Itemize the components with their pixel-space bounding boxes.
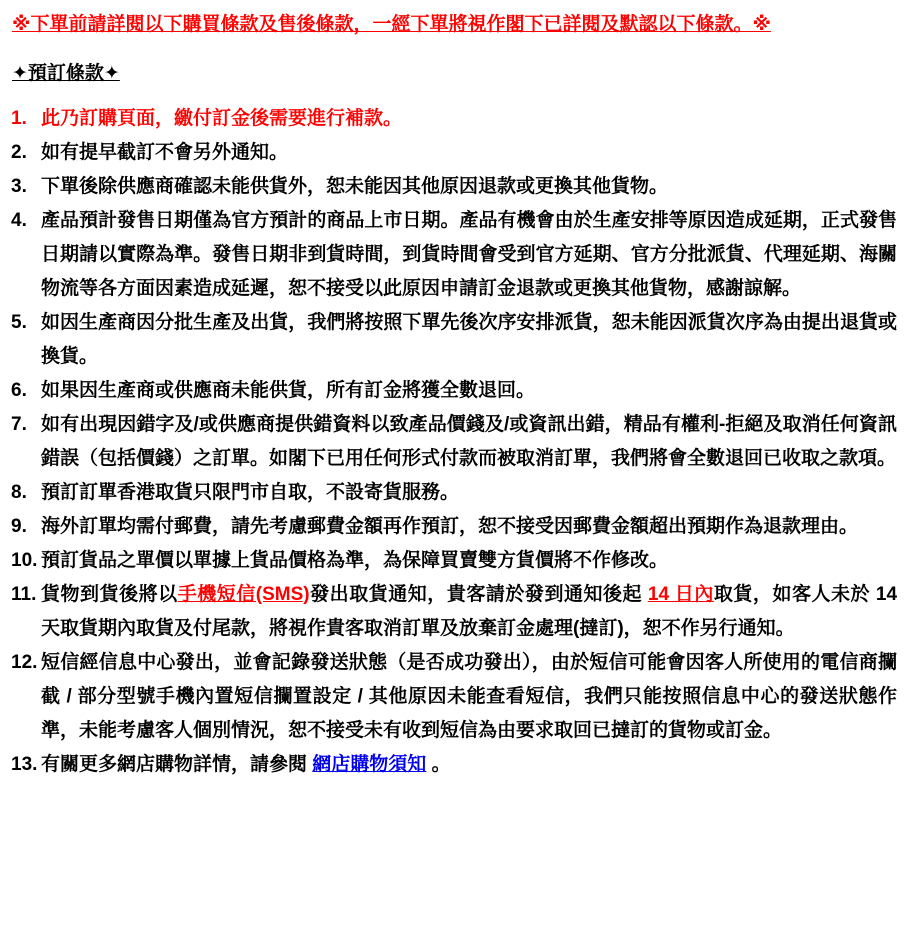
term-item-6 bbox=[10, 374, 897, 408]
term-text bbox=[41, 306, 897, 374]
term-text bbox=[41, 102, 897, 136]
term-number: 7. bbox=[11, 414, 27, 435]
term-text bbox=[41, 204, 897, 306]
text-segment: 短信經信息中心發出，並會記錄發送狀態（是否成功發出），由於短信可能會因客人所使用的電信商攔截 / 部分型號手機內置短信攔置設定 / 其他原因未能查看短信，我們只能按照信息中心的發送狀態作準，未能考慮客人個別情況，恕不接受未有收到短信為由要求取回已撻訂的貨物或訂金。 bbox=[41, 652, 897, 741]
term-text bbox=[41, 510, 897, 544]
term-number: 6. bbox=[11, 380, 27, 401]
preorder-terms-list bbox=[10, 102, 897, 782]
term-item-12 bbox=[10, 646, 897, 748]
term-number: 4. bbox=[11, 210, 27, 231]
term-item-5 bbox=[10, 306, 897, 374]
term-number: 9. bbox=[11, 516, 27, 537]
term-text bbox=[41, 646, 897, 748]
text-segment: 貨物到貨後將以 bbox=[41, 584, 178, 605]
term-text bbox=[41, 408, 897, 476]
text-segment: 發出取貨通知，貴客請於發到通知後起 bbox=[309, 584, 648, 605]
term-number: 12. bbox=[11, 652, 38, 673]
term-number: 1. bbox=[11, 108, 27, 129]
text-segment: 預訂貨品之單價以單據上貨品價格為準，為保障買賣雙方貨價將不作修改。 bbox=[41, 550, 669, 571]
text-segment: 下單後除供應商確認未能供貨外，恕未能因其他原因退款或更換其他貨物。 bbox=[41, 176, 669, 197]
term-item-8 bbox=[10, 476, 897, 510]
term-item-10 bbox=[10, 544, 897, 578]
term-item-2 bbox=[10, 136, 897, 170]
text-segment: 取貨，如客人未於 14 天取貨期內取貨及付尾款，將視作貴客取消訂單及放棄訂金處理(撻訂)，恕不作另行通知。 bbox=[41, 584, 898, 639]
term-text bbox=[41, 578, 897, 646]
term-text bbox=[41, 476, 897, 510]
text-segment: 如果因生產商或供應商未能供貨，所有訂金將獲全數退回。 bbox=[41, 380, 536, 401]
term-number: 11. bbox=[11, 584, 37, 605]
term-number: 3. bbox=[11, 176, 27, 197]
term-number: 8. bbox=[11, 482, 27, 503]
term-item-7 bbox=[10, 408, 897, 476]
text-segment: 此乃訂購頁面，繳付訂金後需要進行補款。 bbox=[41, 108, 403, 129]
text-segment: 預訂訂單香港取貨只限門市自取，不設寄貨服務。 bbox=[41, 482, 460, 503]
shop-guide-link[interactable]: 網店購物須知 bbox=[312, 754, 427, 775]
page-title: ※下單前請詳閱以下購買條款及售後條款，一經下單將視作閣下已詳閱及默認以下條款。※ bbox=[12, 14, 771, 35]
term-item-1 bbox=[10, 102, 897, 136]
term-text bbox=[41, 170, 897, 204]
term-number: 10. bbox=[11, 550, 38, 571]
term-text bbox=[41, 136, 897, 170]
term-item-4 bbox=[10, 204, 897, 306]
term-number: 13. bbox=[11, 754, 38, 775]
text-segment: 有關更多網店購物詳情，請參閱 bbox=[41, 754, 313, 775]
term-text bbox=[41, 374, 897, 408]
text-segment: 手機短信(SMS) bbox=[177, 584, 310, 605]
term-item-3 bbox=[10, 170, 897, 204]
text-segment: 14 日內 bbox=[647, 584, 714, 605]
term-item-9 bbox=[10, 510, 897, 544]
term-item-11 bbox=[10, 578, 897, 646]
text-segment: 如因生產商因分批生產及出貨，我們將按照下單先後次序安排派貨，恕未能因派貨次序為由提出退貨或換貨。 bbox=[41, 312, 897, 367]
text-segment: 如有提早截訂不會另外通知。 bbox=[41, 142, 289, 163]
term-item-13 bbox=[10, 748, 897, 782]
term-number: 2. bbox=[11, 142, 27, 163]
term-text bbox=[41, 748, 897, 782]
term-text bbox=[41, 544, 897, 578]
text-segment: 如有出現因錯字及/或供應商提供錯資料以致產品價錢及/或資訊出錯，精品有權利-拒絕及取消任何資訊錯誤（包括價錢）之訂單。如閣下已用任何形式付款而被取消訂單，我們將會全數退回已收取之款項。 bbox=[41, 414, 897, 469]
text-segment: 海外訂單均需付郵費，請先考慮郵費金額再作預訂，恕不接受因郵費金額超出預期作為退款理由。 bbox=[41, 516, 859, 537]
text-segment: 產品預計發售日期僅為官方預計的商品上市日期。產品有機會由於生產安排等原因造成延期，正式發售日期請以實際為準。發售日期非到貨時間，到貨時間會受到官方延期、官方分批派貨、代理延期、海關物流等各方面因素造成延遲，恕不接受以此原因申請訂金退款或更換其他貨物，感謝諒解。 bbox=[41, 210, 897, 299]
text-segment: 。 bbox=[426, 754, 451, 775]
term-number: 5. bbox=[11, 312, 27, 333]
section-heading-preorder-terms: ✦預訂條款✦ bbox=[12, 63, 120, 84]
